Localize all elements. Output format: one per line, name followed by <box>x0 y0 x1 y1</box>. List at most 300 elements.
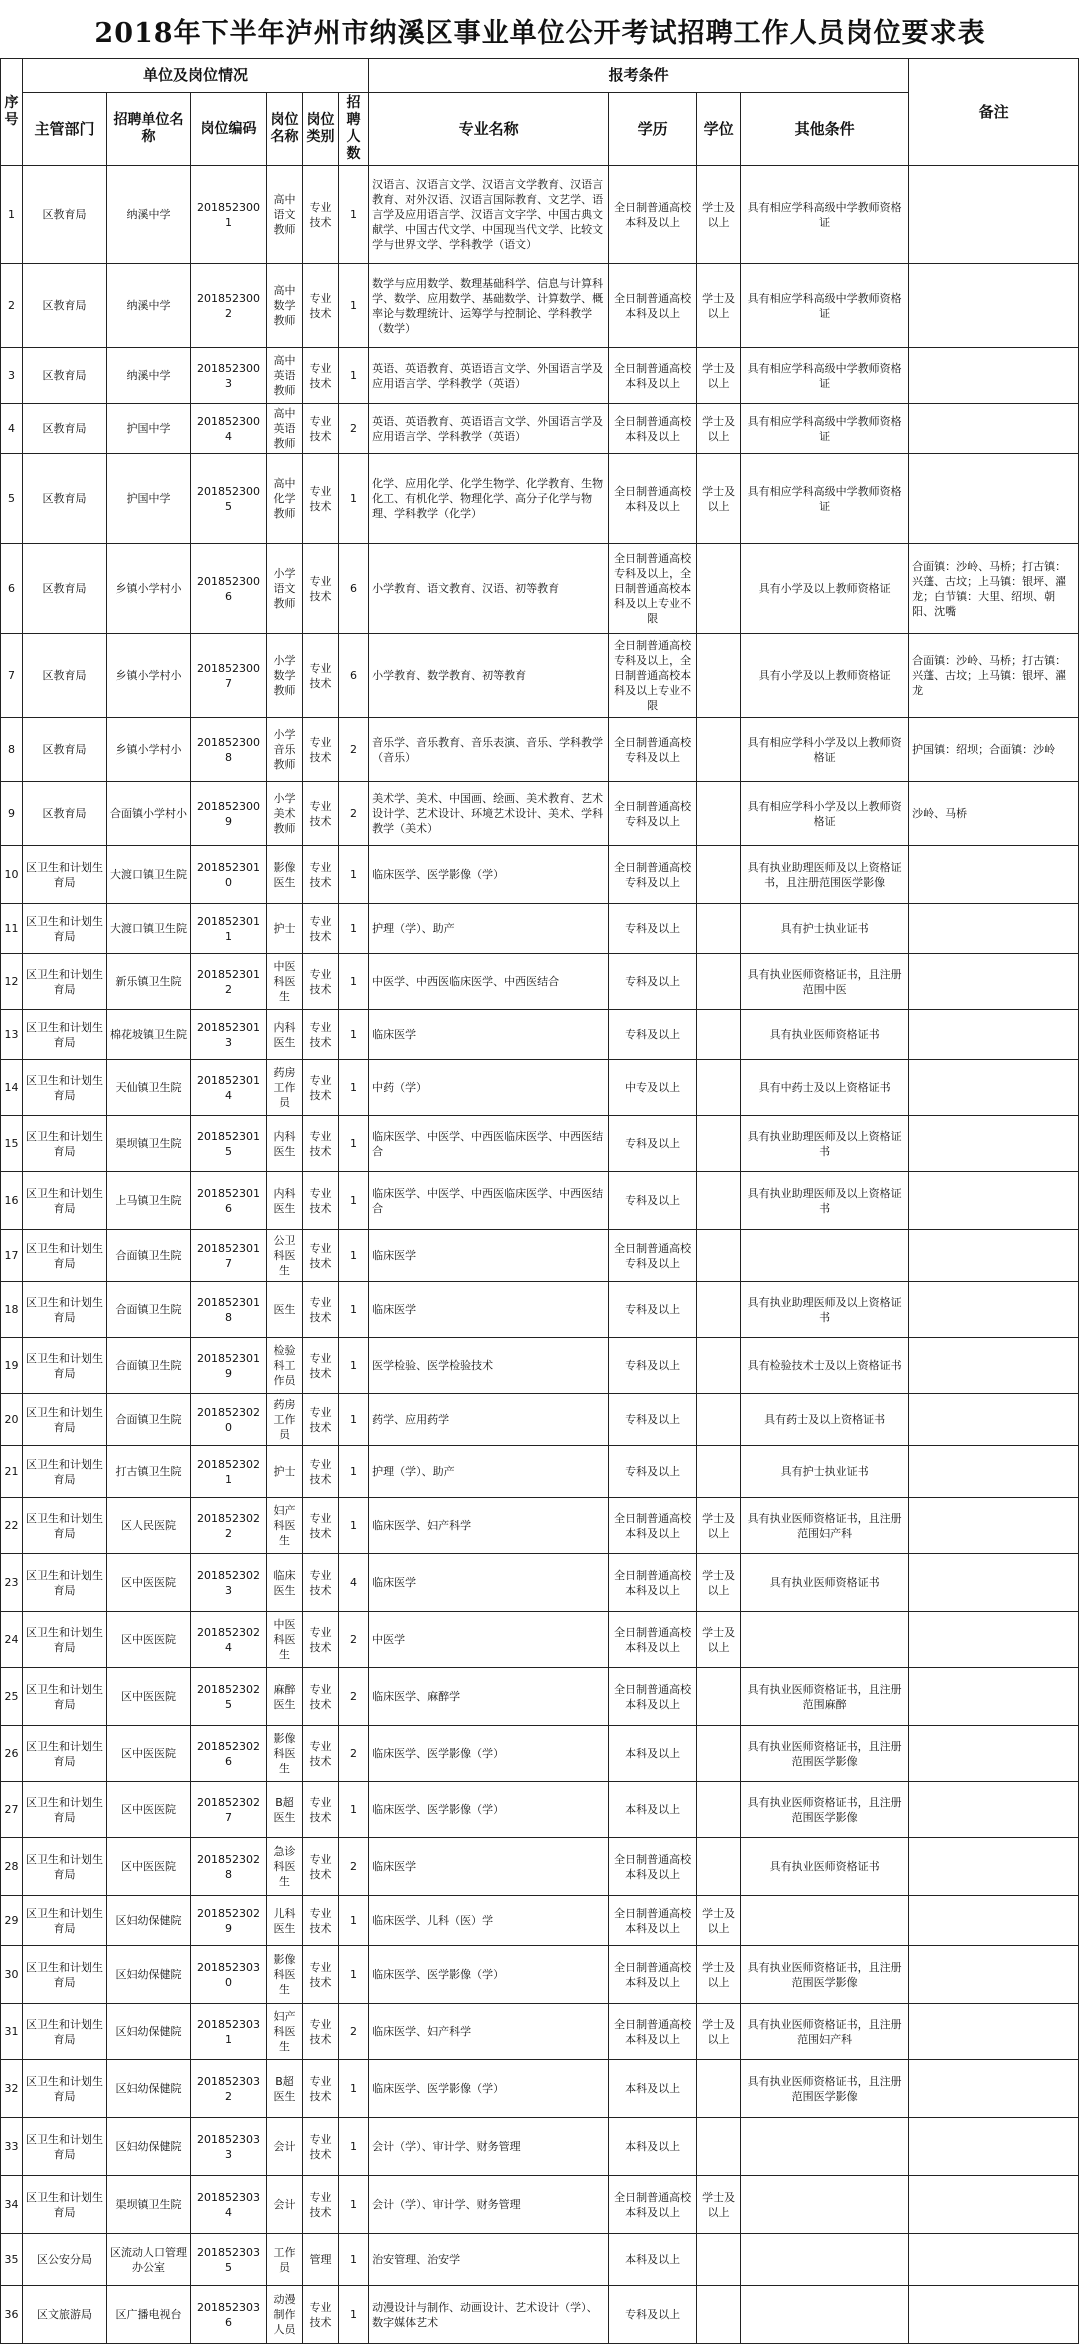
cell-dept: 区卫生和计划生育局 <box>23 1668 107 1726</box>
cell-seq: 19 <box>1 1338 23 1394</box>
cell-count: 1 <box>339 2118 369 2176</box>
cell-degree <box>697 1060 741 1116</box>
cell-degree <box>697 1668 741 1726</box>
cell-degree <box>697 782 741 846</box>
cell-major: 治安管理、治安学 <box>369 2234 609 2286</box>
cell-pos-type: 专业技术 <box>303 1282 339 1338</box>
cell-other <box>741 2286 909 2344</box>
cell-count: 1 <box>339 454 369 544</box>
cell-count: 2 <box>339 2004 369 2060</box>
cell-code: 2018523006 <box>191 544 267 634</box>
cell-edu: 专科及以上 <box>609 1282 697 1338</box>
cell-pos-type: 专业技术 <box>303 1612 339 1668</box>
cell-remark <box>909 1668 1079 1726</box>
cell-unit: 区中医医院 <box>107 1668 191 1726</box>
cell-edu: 专科及以上 <box>609 1116 697 1172</box>
cell-count: 1 <box>339 1394 369 1446</box>
cell-dept: 区教育局 <box>23 544 107 634</box>
cell-seq: 30 <box>1 1946 23 2004</box>
cell-code: 2018523023 <box>191 1554 267 1612</box>
cell-unit: 合面镇卫生院 <box>107 1230 191 1282</box>
cell-dept: 区教育局 <box>23 782 107 846</box>
cell-edu: 专科及以上 <box>609 1446 697 1498</box>
cell-pos-name: 小学美术教师 <box>267 782 303 846</box>
cell-other: 具有小学及以上教师资格证 <box>741 544 909 634</box>
cell-remark <box>909 954 1079 1010</box>
cell-dept: 区卫生和计划生育局 <box>23 1726 107 1782</box>
cell-count: 6 <box>339 634 369 718</box>
cell-major: 会计（学）、审计学、财务管理 <box>369 2118 609 2176</box>
cell-pos-name: 内科医生 <box>267 1172 303 1230</box>
cell-seq: 31 <box>1 2004 23 2060</box>
cell-dept: 区卫生和计划生育局 <box>23 1282 107 1338</box>
cell-code: 2018523020 <box>191 1394 267 1446</box>
cell-degree <box>697 544 741 634</box>
cell-seq: 21 <box>1 1446 23 1498</box>
cell-degree <box>697 1838 741 1896</box>
cell-remark <box>909 1010 1079 1060</box>
table-row <box>1 782 1079 846</box>
cell-major: 数学与应用数学、数理基础科学、信息与计算科学、数学、应用数学、基础数学、计算数学、概率论与数理统计、运筹学与控制论、学科教学（数学） <box>369 264 609 348</box>
cell-seq: 16 <box>1 1172 23 1230</box>
cell-dept: 区教育局 <box>23 454 107 544</box>
cell-unit: 区妇幼保健院 <box>107 2060 191 2118</box>
cell-pos-type: 专业技术 <box>303 1338 339 1394</box>
cell-edu: 全日制普通高校本科及以上 <box>609 2004 697 2060</box>
cell-pos-name: 检验科工作员 <box>267 1338 303 1394</box>
cell-count: 1 <box>339 2286 369 2344</box>
cell-code: 2018523009 <box>191 782 267 846</box>
cell-degree <box>697 1446 741 1498</box>
cell-dept: 区公安分局 <box>23 2234 107 2286</box>
cell-code: 2018523008 <box>191 718 267 782</box>
cell-major: 临床医学、中医学、中西医临床医学、中西医结合 <box>369 1116 609 1172</box>
cell-code: 2018523024 <box>191 1612 267 1668</box>
cell-dept: 区教育局 <box>23 718 107 782</box>
cell-pos-type: 专业技术 <box>303 904 339 954</box>
cell-pos-name: 临床医生 <box>267 1554 303 1612</box>
cell-count: 1 <box>339 1116 369 1172</box>
cell-degree <box>697 1172 741 1230</box>
cell-remark <box>909 2176 1079 2234</box>
cell-seq: 10 <box>1 846 23 904</box>
cell-degree <box>697 904 741 954</box>
cell-major: 小学教育、数学教育、初等教育 <box>369 634 609 718</box>
table-row <box>1 1726 1079 1782</box>
cell-remark <box>909 1726 1079 1782</box>
table-row <box>1 2176 1079 2234</box>
cell-other: 具有检验技术士及以上资格证书 <box>741 1338 909 1394</box>
cell-pos-type: 专业技术 <box>303 1896 339 1946</box>
cell-pos-name: 影像医生 <box>267 846 303 904</box>
cell-remark: 合面镇：沙岭、马桥；打古镇：兴蓬、古坟；上马镇：银坪、濯龙 <box>909 634 1079 718</box>
cell-code: 2018523016 <box>191 1172 267 1230</box>
cell-code: 2018523025 <box>191 1668 267 1726</box>
header-count: 招聘人数 <box>339 93 369 166</box>
cell-seq: 2 <box>1 264 23 348</box>
table-row <box>1 2286 1079 2344</box>
cell-other: 具有执业医师资格证书 <box>741 1554 909 1612</box>
cell-degree <box>697 1282 741 1338</box>
cell-remark <box>909 1498 1079 1554</box>
cell-edu: 专科及以上 <box>609 1338 697 1394</box>
cell-unit: 区流动人口管理办公室 <box>107 2234 191 2286</box>
cell-remark <box>909 1116 1079 1172</box>
cell-edu: 专科及以上 <box>609 1172 697 1230</box>
cell-edu: 全日制普通高校本科及以上 <box>609 1498 697 1554</box>
cell-dept: 区卫生和计划生育局 <box>23 846 107 904</box>
cell-pos-type: 专业技术 <box>303 846 339 904</box>
cell-dept: 区卫生和计划生育局 <box>23 1612 107 1668</box>
cell-degree <box>697 1230 741 1282</box>
cell-count: 1 <box>339 1896 369 1946</box>
cell-dept: 区卫生和计划生育局 <box>23 1838 107 1896</box>
cell-unit: 纳溪中学 <box>107 166 191 264</box>
cell-count: 1 <box>339 1782 369 1838</box>
cell-count: 1 <box>339 166 369 264</box>
cell-seq: 4 <box>1 404 23 454</box>
cell-major: 小学教育、语文教育、汉语、初等教育 <box>369 544 609 634</box>
cell-degree <box>697 718 741 782</box>
cell-pos-name: 麻醉医生 <box>267 1668 303 1726</box>
cell-other: 具有执业助理医师及以上资格证书，且注册范围医学影像 <box>741 846 909 904</box>
table-row <box>1 1010 1079 1060</box>
cell-pos-type: 管理 <box>303 2234 339 2286</box>
cell-remark <box>909 348 1079 404</box>
cell-unit: 乡镇小学村小 <box>107 718 191 782</box>
cell-degree: 学士及以上 <box>697 166 741 264</box>
cell-unit: 护国中学 <box>107 454 191 544</box>
cell-dept: 区卫生和计划生育局 <box>23 1116 107 1172</box>
cell-degree <box>697 2118 741 2176</box>
cell-pos-name: 护士 <box>267 904 303 954</box>
cell-seq: 14 <box>1 1060 23 1116</box>
cell-degree <box>697 1782 741 1838</box>
cell-dept: 区卫生和计划生育局 <box>23 1554 107 1612</box>
cell-pos-type: 专业技术 <box>303 718 339 782</box>
table-row <box>1 1946 1079 2004</box>
cell-seq: 26 <box>1 1726 23 1782</box>
cell-pos-name: 妇产科医生 <box>267 1498 303 1554</box>
cell-unit: 区中医医院 <box>107 1612 191 1668</box>
cell-degree <box>697 1116 741 1172</box>
cell-pos-name: 儿科医生 <box>267 1896 303 1946</box>
cell-pos-name: 小学语文教师 <box>267 544 303 634</box>
cell-other <box>741 1612 909 1668</box>
cell-edu: 全日制普通高校专科及以上 <box>609 718 697 782</box>
cell-remark <box>909 1060 1079 1116</box>
table-row <box>1 1554 1079 1612</box>
cell-edu: 全日制普通高校专科及以上，全日制普通高校本科及以上专业不限 <box>609 544 697 634</box>
cell-unit: 区广播电视台 <box>107 2286 191 2344</box>
cell-other: 具有相应学科高级中学教师资格证 <box>741 404 909 454</box>
cell-edu: 本科及以上 <box>609 2234 697 2286</box>
cell-count: 1 <box>339 954 369 1010</box>
cell-pos-type: 专业技术 <box>303 1782 339 1838</box>
cell-other: 具有药士及以上资格证书 <box>741 1394 909 1446</box>
cell-pos-name: 会计 <box>267 2118 303 2176</box>
cell-pos-type: 专业技术 <box>303 954 339 1010</box>
cell-code: 2018523030 <box>191 1946 267 2004</box>
table-row <box>1 634 1079 718</box>
cell-unit: 大渡口镇卫生院 <box>107 904 191 954</box>
cell-pos-name: 影像科医生 <box>267 1726 303 1782</box>
cell-code: 2018523015 <box>191 1116 267 1172</box>
cell-count: 2 <box>339 1612 369 1668</box>
cell-dept: 区卫生和计划生育局 <box>23 1946 107 2004</box>
table-row <box>1 1282 1079 1338</box>
cell-remark <box>909 1446 1079 1498</box>
cell-degree <box>697 954 741 1010</box>
cell-code: 2018523019 <box>191 1338 267 1394</box>
cell-unit: 区人民医院 <box>107 1498 191 1554</box>
header-unit-group: 单位及岗位情况 <box>23 59 369 93</box>
cell-dept: 区卫生和计划生育局 <box>23 2004 107 2060</box>
cell-other: 具有相应学科小学及以上教师资格证 <box>741 718 909 782</box>
cell-count: 1 <box>339 846 369 904</box>
cell-degree: 学士及以上 <box>697 1896 741 1946</box>
cell-code: 2018523014 <box>191 1060 267 1116</box>
table-row <box>1 904 1079 954</box>
cell-remark <box>909 904 1079 954</box>
cell-unit: 纳溪中学 <box>107 264 191 348</box>
table-row <box>1 1446 1079 1498</box>
cell-count: 1 <box>339 2234 369 2286</box>
cell-unit: 区中医医院 <box>107 1782 191 1838</box>
cell-major: 临床医学、儿科（医）学 <box>369 1896 609 1946</box>
cell-seq: 17 <box>1 1230 23 1282</box>
cell-dept: 区卫生和计划生育局 <box>23 904 107 954</box>
cell-seq: 6 <box>1 544 23 634</box>
table-row <box>1 1838 1079 1896</box>
cell-degree: 学士及以上 <box>697 2176 741 2234</box>
cell-unit: 渠坝镇卫生院 <box>107 2176 191 2234</box>
cell-edu: 全日制普通高校本科及以上 <box>609 348 697 404</box>
cell-pos-type: 专业技术 <box>303 1554 339 1612</box>
cell-major: 临床医学、中医学、中西医临床医学、中西医结合 <box>369 1172 609 1230</box>
cell-edu: 全日制普通高校本科及以上 <box>609 1838 697 1896</box>
cell-unit: 区中医医院 <box>107 1554 191 1612</box>
cell-pos-type: 专业技术 <box>303 1230 339 1282</box>
cell-degree: 学士及以上 <box>697 404 741 454</box>
cell-count: 1 <box>339 1338 369 1394</box>
cell-count: 2 <box>339 404 369 454</box>
cell-seq: 36 <box>1 2286 23 2344</box>
cell-degree: 学士及以上 <box>697 264 741 348</box>
cell-pos-name: 会计 <box>267 2176 303 2234</box>
cell-dept: 区卫生和计划生育局 <box>23 1338 107 1394</box>
cell-major: 临床医学、医学影像（学） <box>369 1946 609 2004</box>
cell-pos-name: 高中语文教师 <box>267 166 303 264</box>
cell-other: 具有执业医师资格证书，且注册范围妇产科 <box>741 2004 909 2060</box>
cell-major: 临床医学、麻醉学 <box>369 1668 609 1726</box>
cell-seq: 34 <box>1 2176 23 2234</box>
table-row <box>1 718 1079 782</box>
cell-pos-type: 专业技术 <box>303 348 339 404</box>
table-row <box>1 404 1079 454</box>
cell-dept: 区教育局 <box>23 404 107 454</box>
cell-pos-name: 小学音乐教师 <box>267 718 303 782</box>
table-row <box>1 166 1079 264</box>
cell-count: 4 <box>339 1554 369 1612</box>
cell-pos-type: 专业技术 <box>303 1010 339 1060</box>
cell-degree <box>697 1726 741 1782</box>
cell-edu: 全日制普通高校专科及以上 <box>609 846 697 904</box>
cell-major: 临床医学 <box>369 1010 609 1060</box>
cell-count: 1 <box>339 1946 369 2004</box>
cell-pos-name: B超医生 <box>267 2060 303 2118</box>
cell-dept: 区卫生和计划生育局 <box>23 2118 107 2176</box>
cell-remark <box>909 1282 1079 1338</box>
cell-count: 2 <box>339 1838 369 1896</box>
cell-seq: 11 <box>1 904 23 954</box>
cell-edu: 中专及以上 <box>609 1060 697 1116</box>
cell-seq: 25 <box>1 1668 23 1726</box>
cell-remark <box>909 264 1079 348</box>
cell-other: 具有相应学科高级中学教师资格证 <box>741 264 909 348</box>
cell-count: 1 <box>339 1498 369 1554</box>
cell-count: 1 <box>339 348 369 404</box>
header-req-group: 报考条件 <box>369 59 909 93</box>
cell-unit: 棉花坡镇卫生院 <box>107 1010 191 1060</box>
cell-seq: 15 <box>1 1116 23 1172</box>
cell-pos-name: 妇产科医生 <box>267 2004 303 2060</box>
cell-pos-type: 专业技术 <box>303 1116 339 1172</box>
cell-degree: 学士及以上 <box>697 348 741 404</box>
cell-dept: 区教育局 <box>23 264 107 348</box>
cell-degree: 学士及以上 <box>697 1946 741 2004</box>
header-pos-name: 岗位名称 <box>267 93 303 166</box>
header-dept: 主管部门 <box>23 93 107 166</box>
cell-degree <box>697 2234 741 2286</box>
cell-major: 医学检验、医学检验技术 <box>369 1338 609 1394</box>
cell-pos-name: 高中英语教师 <box>267 348 303 404</box>
cell-major: 护理（学）、助产 <box>369 904 609 954</box>
cell-dept: 区卫生和计划生育局 <box>23 1230 107 1282</box>
cell-seq: 24 <box>1 1612 23 1668</box>
table-row <box>1 1896 1079 1946</box>
cell-major: 化学、应用化学、化学生物学、化学教育、生物化工、有机化学、物理化学、高分子化学与物理、学科教学（化学） <box>369 454 609 544</box>
cell-pos-type: 专业技术 <box>303 1446 339 1498</box>
cell-major: 英语、英语教育、英语语言文学、外国语言学及应用语言学、学科教学（英语） <box>369 404 609 454</box>
cell-remark <box>909 404 1079 454</box>
table-row <box>1 454 1079 544</box>
cell-edu: 全日制普通高校专科及以上，全日制普通高校本科及以上专业不限 <box>609 634 697 718</box>
cell-other: 具有护士执业证书 <box>741 904 909 954</box>
cell-pos-name: B超医生 <box>267 1782 303 1838</box>
table-row <box>1 1338 1079 1394</box>
cell-major: 临床医学、妇产科学 <box>369 2004 609 2060</box>
cell-major: 临床医学、医学影像（学） <box>369 1726 609 1782</box>
cell-seq: 18 <box>1 1282 23 1338</box>
cell-remark <box>909 1946 1079 2004</box>
cell-major: 中药（学） <box>369 1060 609 1116</box>
cell-count: 1 <box>339 904 369 954</box>
cell-count: 2 <box>339 1726 369 1782</box>
cell-degree <box>697 2060 741 2118</box>
cell-other: 具有相应学科高级中学教师资格证 <box>741 348 909 404</box>
cell-edu: 本科及以上 <box>609 2060 697 2118</box>
cell-count: 1 <box>339 1060 369 1116</box>
cell-edu: 专科及以上 <box>609 1010 697 1060</box>
table-row <box>1 1394 1079 1446</box>
cell-dept: 区卫生和计划生育局 <box>23 1060 107 1116</box>
cell-code: 2018523026 <box>191 1726 267 1782</box>
cell-edu: 专科及以上 <box>609 1394 697 1446</box>
cell-remark: 沙岭、马桥 <box>909 782 1079 846</box>
cell-other: 具有执业助理医师及以上资格证书 <box>741 1116 909 1172</box>
cell-code: 2018523003 <box>191 348 267 404</box>
cell-seq: 7 <box>1 634 23 718</box>
cell-other <box>741 2176 909 2234</box>
table-body <box>1 166 1079 2344</box>
table-row <box>1 954 1079 1010</box>
cell-remark <box>909 2060 1079 2118</box>
table-row <box>1 1612 1079 1668</box>
cell-other: 具有执业医师资格证书，且注册范围中医 <box>741 954 909 1010</box>
cell-edu: 全日制普通高校专科及以上 <box>609 1230 697 1282</box>
cell-pos-type: 专业技术 <box>303 2176 339 2234</box>
cell-unit: 渠坝镇卫生院 <box>107 1116 191 1172</box>
cell-code: 2018523028 <box>191 1838 267 1896</box>
cell-pos-type: 专业技术 <box>303 404 339 454</box>
cell-dept: 区卫生和计划生育局 <box>23 1010 107 1060</box>
cell-major: 英语、英语教育、英语语言文学、外国语言学及应用语言学、学科教学（英语） <box>369 348 609 404</box>
cell-code: 2018523032 <box>191 2060 267 2118</box>
cell-edu: 全日制普通高校本科及以上 <box>609 1668 697 1726</box>
cell-unit: 天仙镇卫生院 <box>107 1060 191 1116</box>
cell-pos-type: 专业技术 <box>303 2004 339 2060</box>
header-major: 专业名称 <box>369 93 609 166</box>
cell-pos-type: 专业技术 <box>303 1172 339 1230</box>
cell-major: 临床医学、医学影像（学） <box>369 1782 609 1838</box>
table-row <box>1 2060 1079 2118</box>
cell-degree <box>697 1010 741 1060</box>
cell-count: 1 <box>339 264 369 348</box>
table-row <box>1 846 1079 904</box>
cell-pos-type: 专业技术 <box>303 1726 339 1782</box>
cell-code: 2018523005 <box>191 454 267 544</box>
cell-seq: 20 <box>1 1394 23 1446</box>
cell-pos-type: 专业技术 <box>303 2286 339 2344</box>
cell-pos-name: 公卫科医生 <box>267 1230 303 1282</box>
cell-code: 2018523011 <box>191 904 267 954</box>
cell-unit: 区中医医院 <box>107 1838 191 1896</box>
cell-unit: 区妇幼保健院 <box>107 2118 191 2176</box>
cell-code: 2018523031 <box>191 2004 267 2060</box>
cell-dept: 区卫生和计划生育局 <box>23 2176 107 2234</box>
cell-degree <box>697 1338 741 1394</box>
cell-dept: 区教育局 <box>23 634 107 718</box>
cell-code: 2018523035 <box>191 2234 267 2286</box>
cell-other: 具有相应学科高级中学教师资格证 <box>741 454 909 544</box>
cell-edu: 全日制普通高校本科及以上 <box>609 1896 697 1946</box>
table-row <box>1 348 1079 404</box>
cell-unit: 上马镇卫生院 <box>107 1172 191 1230</box>
cell-dept: 区卫生和计划生育局 <box>23 1498 107 1554</box>
cell-code: 2018523034 <box>191 2176 267 2234</box>
cell-dept: 区卫生和计划生育局 <box>23 2060 107 2118</box>
cell-unit: 合面镇卫生院 <box>107 1394 191 1446</box>
cell-other: 具有执业医师资格证书，且注册范围医学影像 <box>741 1782 909 1838</box>
cell-pos-type: 专业技术 <box>303 1838 339 1896</box>
cell-pos-type: 专业技术 <box>303 2118 339 2176</box>
cell-major: 动漫设计与制作、动画设计、艺术设计（学）、数字媒体艺术 <box>369 2286 609 2344</box>
cell-remark: 合面镇：沙岭、马桥；打古镇：兴蓬、古坟；上马镇：银坪、濯龙；白节镇：大里、绍坝、朝阳、沈嘴 <box>909 544 1079 634</box>
table-row <box>1 2118 1079 2176</box>
table-row <box>1 2234 1079 2286</box>
cell-other: 具有护士执业证书 <box>741 1446 909 1498</box>
